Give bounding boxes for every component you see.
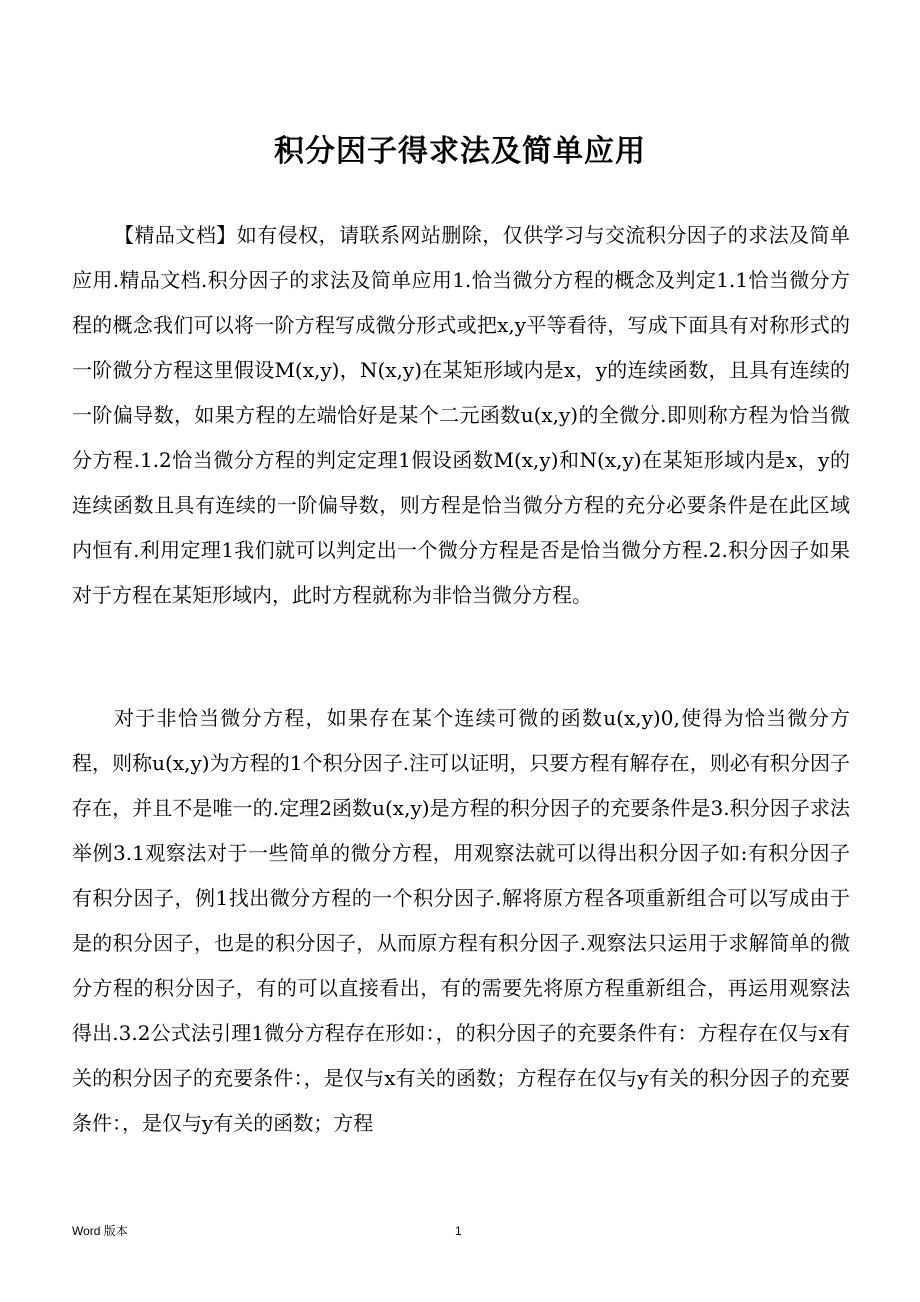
document-title: 积分因子得求法及简单应用: [274, 134, 646, 169]
footer-page-number: 1: [455, 1224, 462, 1238]
body-paragraph-1: 【精品文档】如有侵权，请联系网站删除，仅供学习与交流积分因子的求法及简单应用.精品文档.积分因子的求法及简单应用1.恰当微分方程的概念及判定1.1恰当微分方程的概念我们可以将一阶方程写成微分形式或把x,y平等看待，写成下面具有对称形式的一阶微分方程这里假设M(x,y)，N(x,y)在某矩形域内是x，y的连续函数，且具有连续的一阶偏导数，如果方程的左端恰好是某个二元函数u(x,y)的全微分.即则称方程为恰当微分方程.1.2恰当微分方程的判定定理1假设函数M(x,y)和N(x,y)在某矩形域内是x，y的连续函数且具有连续的一阶偏导数，则方程是恰当微分方程的充分必要条件是在此区域内恒有.利用定理1我们就可以判定出一个微分方程是否是恰当微分方程.2.积分因子如果对于方程在某矩形域内，此时方程就称为非恰当微分方程。: [72, 223, 850, 607]
body-paragraph-2: 对于非恰当微分方程，如果存在某个连续可微的函数u(x,y)0,使得为恰当微分方程，则称u(x,y)为方程的1个积分因子.注可以证明，只要方程有解存在，则必有积分因子存在，并且不是唯一的.定理2函数u(x,y)是方程的积分因子的充要条件是3.积分因子求法举例3.1观察法对于一些简单的微分方程，用观察法就可以得出积分因子如:有积分因子有积分因子，例1找出微分方程的一个积分因子.解将原方程各项重新组合可以写成由于是的积分因子，也是的积分因子，从而原方程有积分因子.观察法只运用于求解简单的微分方程的积分因子，有的可以直接看出，有的需要先将原方程重新组合，再运用观察法得出.3.2公式法引理1微分方程存在形如：，的积分因子的充要条件有：方程存在仅与x有关的积分因子的充要条件：，是仅与x有关的函数；方程存在仅与y有关的积分因子的充要条件：，是仅与y有关的函数；方程: [72, 706, 850, 1135]
footer-version-label: Word 版本: [72, 1224, 128, 1238]
